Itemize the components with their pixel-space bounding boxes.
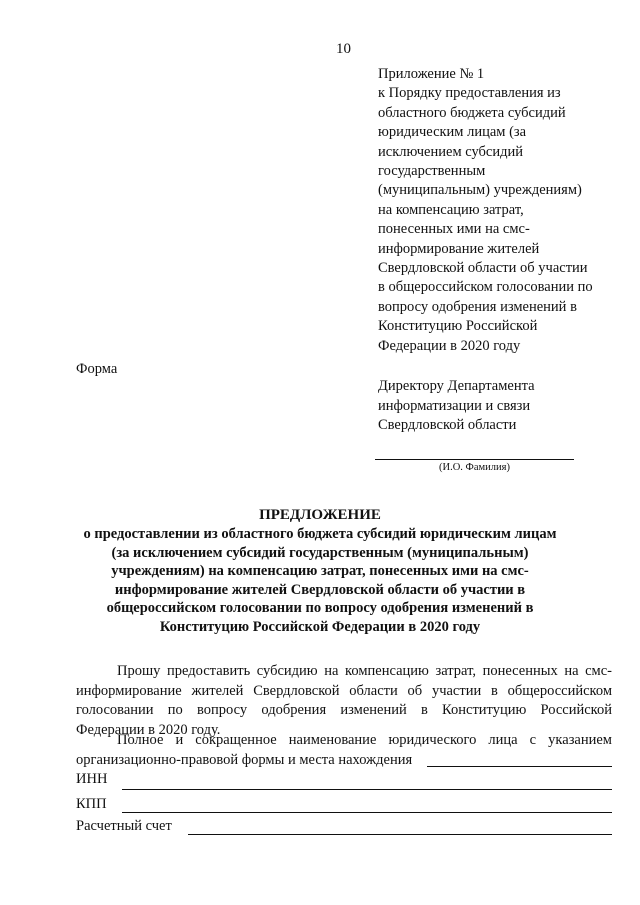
addressee-block: [378, 377, 535, 436]
paragraph-line: Прошу предоставить субсидию на компенсацию затрат, понесенных на смс-: [117, 663, 612, 679]
subtitle-line: учреждениям) на компенсацию затрат, понесенных ими на смс-: [111, 563, 529, 579]
appendix-line: государственным: [378, 163, 486, 180]
subtitle-line: о предоставлении из областного бюджета субсидий юридическим лицам: [83, 526, 557, 542]
appendix-block: [378, 65, 618, 356]
paragraph-line: Федерации в 2020 году.: [76, 721, 221, 738]
subtitle-line: Конституцию Российской Федерации в 2020 году: [159, 618, 481, 635]
appendix-line: областного бюджета субсидий: [378, 104, 566, 121]
appendix-line: в общероссийском голосовании по: [378, 279, 593, 296]
appendix-line: Свердловской области об участии: [378, 260, 588, 277]
page-number: 10: [336, 41, 351, 57]
kpp-line[interactable]: [122, 812, 612, 813]
addressee-line: Свердловской области: [378, 417, 517, 433]
appendix-line: Федерации в 2020 году: [378, 337, 521, 354]
subtitle-line: (за исключением субсидий государственным (муниципальным): [111, 544, 529, 561]
paragraph-line: голосовании по вопросу одобрения изменений в Конституцию Российской: [76, 702, 612, 718]
appendix-line: исключением субсидий: [378, 143, 524, 160]
signature-caption: (И.О. Фамилия): [439, 462, 510, 473]
appendix-line: Приложение № 1: [378, 66, 485, 82]
kpp-label: КПП: [76, 796, 107, 812]
subtitle-line: информирование жителей Свердловской области об участии в: [114, 581, 526, 598]
account-label: Расчетный счет: [76, 818, 172, 834]
paragraph-line: Полное и сокращенное наименование юридического лица с указанием: [117, 732, 612, 748]
appendix-line: понесенных ими на смс-: [378, 221, 530, 238]
addressee-line: информатизации и связи: [378, 397, 531, 414]
signature-line: [375, 459, 574, 460]
paragraph-line: организационно-правовой формы и места нахождения: [76, 751, 413, 768]
document-subtitle: [60, 525, 580, 636]
addressee-line: Директору Департамента: [378, 378, 535, 394]
subtitle-line: общероссийском голосовании по вопросу одобрения изменений в: [106, 600, 534, 616]
account-line[interactable]: [188, 834, 612, 835]
appendix-line: юридическим лицам (за: [378, 124, 527, 141]
appendix-line: (муниципальным) учреждениям): [378, 182, 582, 199]
appendix-line: информирование жителей: [378, 240, 540, 257]
appendix-line: вопросу одобрения изменений в: [378, 298, 577, 315]
document-title: ПРЕДЛОЖЕНИЕ: [259, 507, 381, 523]
appendix-line: Конституцию Российской: [378, 318, 538, 335]
appendix-line: к Порядку предоставления из: [378, 85, 561, 102]
request-paragraph: [76, 662, 612, 740]
inn-label: ИНН: [76, 771, 108, 787]
entity-name-paragraph: [76, 731, 612, 770]
entity-name-line[interactable]: [427, 766, 612, 767]
paragraph-line: информирование жителей Свердловской области об участии в общероссийском: [76, 682, 612, 699]
form-label: Форма: [76, 361, 118, 377]
appendix-line: на компенсацию затрат,: [378, 201, 524, 218]
inn-line[interactable]: [122, 789, 612, 790]
